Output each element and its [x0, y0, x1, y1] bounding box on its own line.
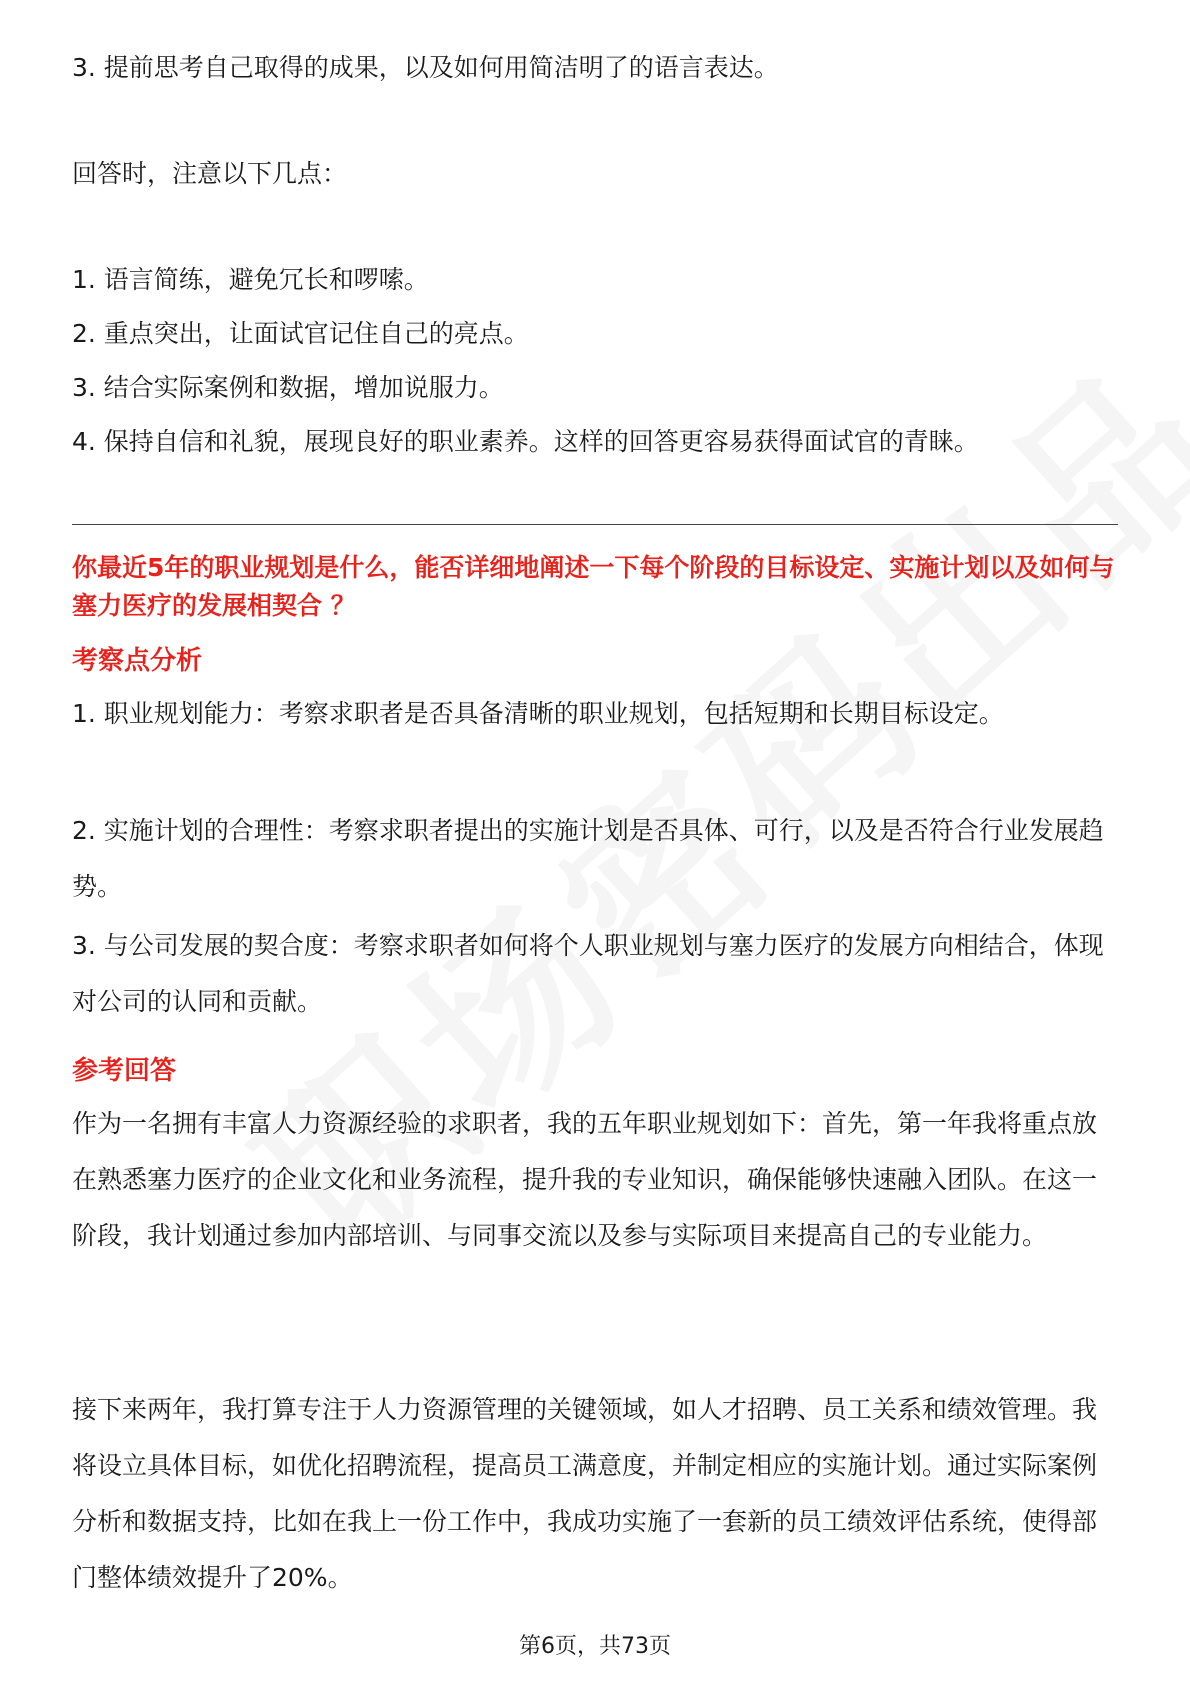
analysis-heading: 考察点分析: [72, 646, 203, 676]
list-item: 3. 提前思考自己取得的成果，以及如何用简洁明了的语言表达。: [72, 53, 779, 82]
section-divider: [72, 524, 1118, 525]
answer-heading: 参考回答: [72, 1056, 177, 1086]
analysis-item: 2. 实施计划的合理性：考察求职者提出的实施计划是否具体、可行，以及是否符合行业发展趋势。: [72, 816, 1104, 901]
tip-item: 2. 重点突出，让面试官记住自己的亮点。: [72, 319, 529, 348]
question-heading: 你最近5年的职业规划是什么，能否详细地阐述一下每个阶段的目标设定、实施计划以及如何与塞力医疗的发展相契合 ？: [72, 553, 1115, 620]
answer-paragraph: 作为一名拥有丰富人力资源经验的求职者，我的五年职业规划如下：首先，第一年我将重点放在熟悉塞力医疗的企业文化和业务流程，提升我的专业知识，确保能够快速融入团队。在这一阶段，我计划通过参加内部培训、与同事交流以及参与实际项目来提高自己的专业能力。: [72, 1109, 1098, 1250]
answer-paragraph: 接下来两年，我打算专注于人力资源管理的关键领域，如人才招聘、员工关系和绩效管理。我将设立具体目标，如优化招聘流程，提高员工满意度，并制定相应的实施计划。通过实际案例分析和数据支持，比如在我上一份工作中，我成功实施了一套新的员工绩效评估系统，使得部门整体绩效提升了20%。: [72, 1395, 1098, 1592]
tip-item: 1. 语言简练，避免冗长和啰嗦。: [72, 265, 429, 294]
tip-item: 4. 保持自信和礼貌，展现良好的职业素养。这样的回答更容易获得面试官的青睐。: [72, 427, 979, 456]
analysis-item: 1. 职业规划能力：考察求职者是否具备清晰的职业规划，包括短期和长期目标设定。: [72, 699, 1004, 728]
tips-intro: 回答时，注意以下几点：: [72, 159, 348, 188]
page-footer: 第6页，共73页: [519, 1634, 671, 1659]
analysis-item: 3. 与公司发展的契合度：考察求职者如何将个人职业规划与塞力医疗的发展方向相结合，体现对公司的认同和贡献。: [72, 931, 1104, 1016]
tip-item: 3. 结合实际案例和数据，增加说服力。: [72, 373, 504, 402]
